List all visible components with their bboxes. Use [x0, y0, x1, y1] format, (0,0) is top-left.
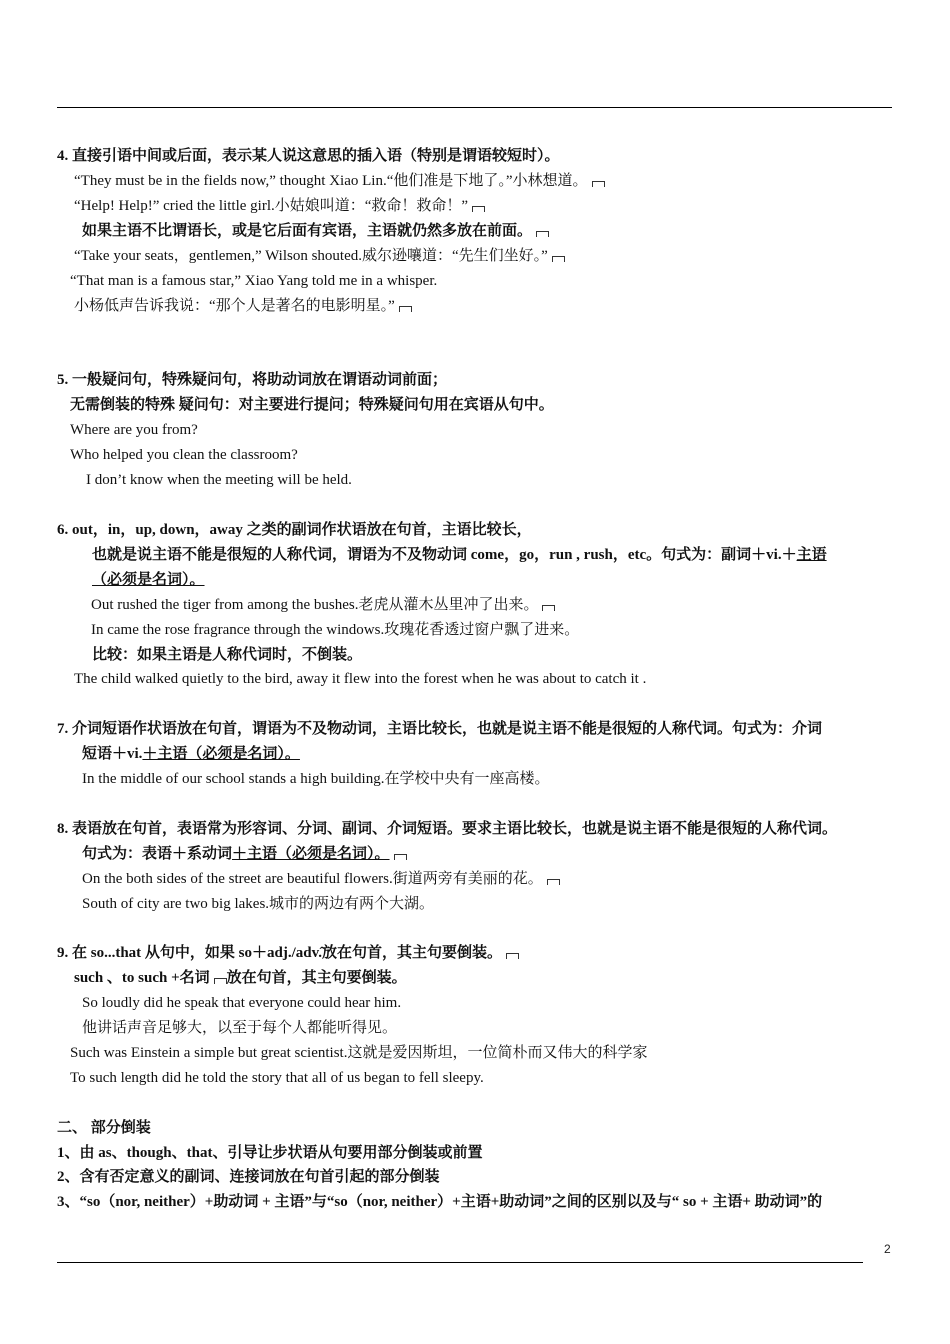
part-2-item-3: 3、“so（nor, neither）+助动词 + 主语”与“so（nor, neither）+主语+助动词”之间的区别以及与“ so + 主语+ 助动词”的 [57, 1194, 823, 1210]
section-6-desc-2: （必须是名词）。 [92, 572, 205, 588]
section-5-heading: 5. 一般疑问句，特殊疑问句，将助动词放在谓语动词前面； [57, 372, 448, 388]
return-mark-icon [394, 854, 407, 860]
section-7-example-1: In the middle of our school stands a high building.在学校中央有一座高楼。 [82, 771, 550, 787]
section-5-sub: 无需倒装的特殊 疑问句：对主要进行提问；特殊疑问句用在宾语从句中。 [70, 397, 554, 413]
section-6-desc-1: 也就是说主语不能是很短的人称代词，谓语为不及物动词 come，go，run , rush，etc。句式为：副词＋vi.＋主语 [92, 547, 827, 563]
return-mark-icon [472, 206, 485, 212]
footer-rule [57, 1262, 863, 1263]
section-6-example-3: The child walked quietly to the bird, away it flew into the forest when he was about to catch it . [74, 671, 647, 687]
section-6-compare: 比较：如果主语是人称代词时，不倒装。 [92, 647, 363, 663]
return-mark-icon [399, 306, 412, 312]
part-2-item-2: 2、含有否定意义的副词、连接词放在句首引起的部分倒装 [57, 1169, 440, 1185]
section-8-example-1: On the both sides of the street are beautiful flowers.街道两旁有美丽的花。 [82, 869, 560, 889]
part-2-title: 二、 部分倒装 [57, 1120, 151, 1136]
header-rule [57, 107, 892, 108]
section-6-example-1: Out rushed the tiger from among the bushes.老虎从灌木丛里冲了出来。 [91, 595, 555, 615]
section-8-example-2: South of city are two big lakes.城市的两边有两个大湖。 [82, 896, 435, 912]
section-9-sub: such 、to such +名词 放在句首，其主句要倒装。 [74, 970, 407, 986]
section-9-example-2: 他讲话声音足够大，以至于每个人都能听得见。 [82, 1020, 398, 1036]
section-8-heading: 8. 表语放在句首，表语常为形容词、分词、副词、介词短语。要求主语比较长，也就是说主语不能是很短的人称代词。 [57, 821, 838, 837]
section-4-example-3: “Take your seats，gentlemen,” Wilson shouted.威尔逊嚷道：“先生们坐好。” [74, 246, 565, 266]
section-7-desc: 短语＋vi.＋主语（必须是名词）。 [82, 746, 300, 762]
return-mark-icon [214, 978, 227, 984]
section-5-example-1: Where are you from? [70, 422, 198, 438]
section-6-example-2: In came the rose fragrance through the windows.玫瑰花香透过窗户飘了进来。 [91, 622, 580, 638]
page-number: 2 [884, 1242, 891, 1256]
return-mark-icon [506, 953, 519, 959]
section-9-heading: 9. 在 so...that 从句中，如果 so＋adj./adv.̂放在句首，其主句要倒装。 [57, 943, 519, 963]
section-6-heading: 6. out，in，up, down，away 之类的副词作状语放在句首，主语比较长， [57, 522, 532, 538]
return-mark-icon [547, 879, 560, 885]
section-4-example-2: “Help! Help!” cried the little girl.小姑娘叫道：“救命！救命！” [74, 196, 485, 216]
section-4-note: 如果主语不比谓语长，或是它后面有宾语，主语就仍然多放在前面。 [82, 221, 549, 241]
section-5-example-2: Who helped you clean the classroom? [70, 447, 298, 463]
section-4-heading: 4. 直接引语中间或后面，表示某人说这意思的插入语（特别是谓语较短时）。 [57, 148, 560, 164]
return-mark-icon [552, 256, 565, 262]
return-mark-icon [592, 181, 605, 187]
section-8-desc: 句式为：表语＋系动词＋主语（必须是名词）。 [82, 844, 407, 864]
section-7-heading: 7. 介词短语作状语放在句首，谓语为不及物动词，主语比较长，也就是说主语不能是很短的人称代词。句式为：介词 [57, 721, 823, 737]
section-9-example-4: To such length did he told the story that all of us began to fell sleepy. [70, 1070, 484, 1086]
part-2-item-1: 1、由 as、though、that、引导让步状语从句要用部分倒装或前置 [57, 1145, 483, 1161]
section-5-example-3: I don’t know when the meeting will be held. [86, 472, 352, 488]
section-9-example-3: Such was Einstein a simple but great scientist.这就是爱因斯坦，一位简朴而又伟大的科学家 [70, 1045, 648, 1061]
section-9-example-1: So loudly did he speak that everyone could hear him. [82, 995, 402, 1011]
return-mark-icon [542, 605, 555, 611]
return-mark-icon [536, 231, 549, 237]
section-4-example-1: “They must be in the fields now,” thought Xiao Lin.“他们准是下地了。”小林想道。 [74, 171, 605, 191]
section-4-example-5: 小杨低声告诉我说：“那个人是著名的电影明星。” [74, 296, 412, 316]
section-4-example-4: “That man is a famous star,” Xiao Yang told me in a whisper. [70, 273, 438, 289]
